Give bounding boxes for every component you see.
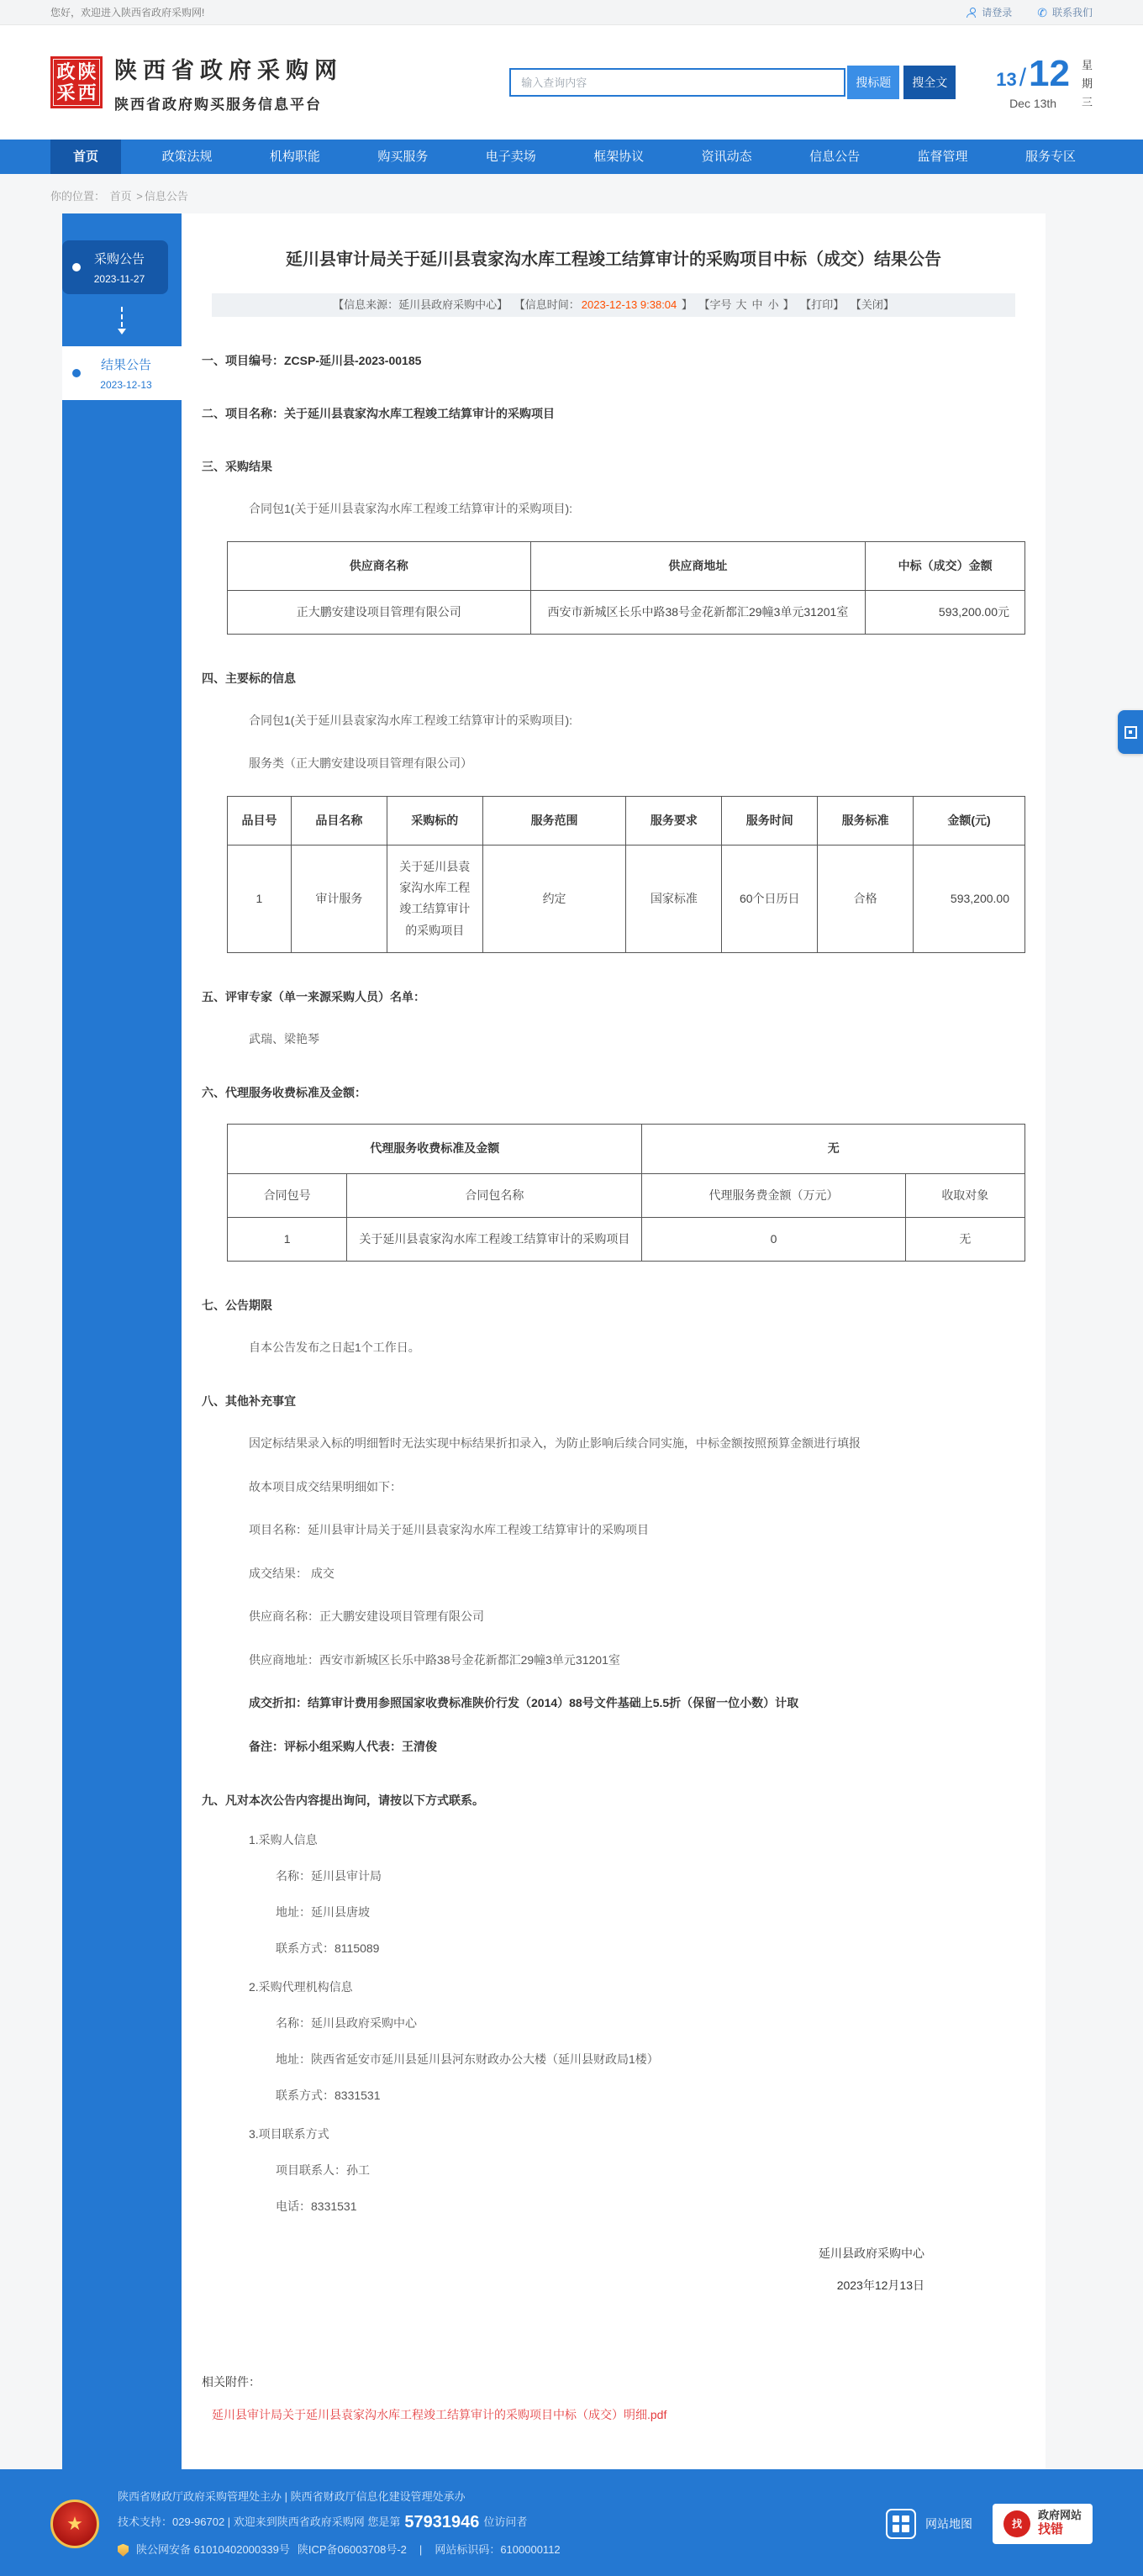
article-meta-bar (212, 293, 1015, 317)
agency-name: 名称：延川县政府采购中心 (276, 2016, 417, 2031)
sidebar-item-purchase-announcement[interactable] (62, 240, 168, 294)
logo-char: 政 (56, 61, 76, 82)
sidebar-item-label: 采购公告 (93, 252, 145, 266)
col-service-scope: 服务范围 (482, 796, 626, 845)
table-row (228, 845, 1025, 953)
search-bar (509, 66, 956, 99)
fontsize-medium-button[interactable]: 中 (751, 298, 763, 311)
col-fee-payer: 收取对象 (905, 1173, 1024, 1217)
col-service-requirement: 服务要求 (626, 796, 722, 845)
logo-char: 采 (56, 82, 76, 103)
breadcrumb-separator: > (136, 190, 143, 203)
sitemap-link[interactable] (886, 2509, 972, 2539)
article-title: 延川县审计局关于延川县袁家沟水库工程竣工结算审计的采购项目中标（成交）结果公告 (286, 250, 941, 269)
footer-organizer-line: 陕西省财政厅政府采购管理处主办 | 陕西省财政厅信息化建设管理处承办 (118, 2489, 466, 2503)
site-footer (0, 2469, 1143, 2576)
agency-phone: 联系方式：8331531 (276, 2089, 381, 2103)
section-5-body: 武瑞、梁艳琴 (249, 1031, 319, 1046)
section-8-line: 供应商地址：西安市新城区长乐中路38号金花新都汇29幢3单元31201室 (249, 1652, 620, 1667)
section-8-line: 成交结果： 成交 (249, 1566, 334, 1580)
signature-date: 2023年12月13日 (836, 2278, 924, 2293)
breadcrumb-prefix: 你的位置： (50, 190, 106, 203)
site-header (0, 25, 1143, 140)
site-code: 网站标识码：6100000112 (435, 2543, 561, 2557)
date-english: Dec 13th (1009, 96, 1057, 110)
info-source: 【信息来源：延川县政府采购中心】 (333, 298, 508, 311)
breadcrumb-current[interactable]: 信息公告 (144, 190, 188, 203)
weekday-char: 期 (1081, 76, 1093, 90)
search-title-button[interactable]: 搜标题 (847, 66, 899, 99)
attachment-section (202, 2373, 1025, 2423)
section-8-line: 项目名称：延川县审计局关于延川县袁家沟水库工程竣工结算审计的采购项目 (249, 1523, 649, 1537)
bullet-dot-icon (72, 369, 81, 377)
date-month: 12 (1029, 52, 1070, 94)
cell-fee-payer: 无 (905, 1217, 1024, 1261)
info-time-suffix: 】 (678, 298, 693, 311)
cell-item-name: 审计服务 (291, 845, 387, 953)
fontsize-prefix: 【字号 (698, 298, 732, 311)
gov-error-report-badge[interactable] (993, 2504, 1093, 2544)
section-7-heading: 七、公告期限 (202, 1298, 272, 1312)
section-6-heading: 六、代理服务收费标准及金额： (202, 1086, 366, 1100)
nav-item-policies[interactable]: 政策法规 (161, 150, 213, 164)
purchaser-address: 地址：延川县唐坡 (276, 1905, 370, 1920)
weekday-char: 星 (1081, 58, 1093, 71)
nav-item-functions[interactable]: 机构职能 (269, 150, 320, 164)
nav-item-home[interactable]: 首页 (50, 140, 121, 174)
col-package-no: 合同包号 (228, 1173, 347, 1217)
cell-supplier-address: 西安市新城区长乐中路38号金花新都汇29幢3单元31201室 (530, 590, 866, 634)
login-link[interactable] (967, 5, 1012, 19)
nav-item-service-zone[interactable]: 服务专区 (1024, 150, 1076, 164)
top-bar (0, 0, 1143, 25)
table-span-row (228, 1125, 1025, 1173)
table-header-row (228, 541, 1025, 590)
welcome-text: 您好，欢迎进入陕西省政府采购网! (50, 7, 205, 18)
footer-beian-line (118, 2542, 561, 2558)
login-label: 请登录 (982, 7, 1013, 18)
cell-service-scope: 约定 (482, 845, 626, 953)
agency-address: 地址：陕西省延安市延川县延川县河东财政办公大楼（延川县财政局1楼） (276, 2052, 659, 2067)
footer-separator: | (419, 2543, 423, 2557)
site-logo (50, 56, 103, 108)
sidebar-item-result-announcement[interactable] (62, 346, 182, 400)
col-amount: 金额(元) (914, 796, 1025, 845)
user-icon (967, 8, 977, 18)
date-day: 13 (996, 68, 1017, 90)
phone-icon: ✆ (1037, 5, 1047, 19)
project-contact-phone: 电话：8331531 (276, 2199, 357, 2214)
col-package-name: 合同包名称 (347, 1173, 642, 1217)
attachment-pdf-link[interactable]: 延川县审计局关于延川县袁家沟水库工程竣工结算审计的采购项目中标（成交）明细.pdf (212, 2407, 667, 2421)
bullet-dot-icon (72, 263, 81, 271)
cell-item-no: 1 (228, 845, 292, 953)
cell-fee-standard-value: 无 (642, 1125, 1025, 1173)
col-item-name: 品目名称 (291, 796, 387, 845)
nav-item-news[interactable]: 资讯动态 (701, 150, 752, 164)
breadcrumb (50, 174, 1093, 213)
purchaser-name: 名称：延川县审计局 (276, 1869, 382, 1883)
nav-item-announcements[interactable]: 信息公告 (809, 150, 861, 164)
section-4-intro2: 服务类（正大鹏安建设项目管理有限公司） (249, 756, 472, 771)
sitemap-grid-icon (886, 2509, 916, 2539)
section-8-line: 故本项目成交结果明细如下： (249, 1479, 402, 1493)
print-button[interactable]: 【打印】 (800, 298, 845, 311)
purchaser-phone: 联系方式：8115089 (276, 1941, 380, 1956)
section-7-body: 自本公告发布之日起1个工作日。 (249, 1340, 420, 1354)
fontsize-suffix: 】 (782, 298, 794, 311)
col-item-no: 品目号 (228, 796, 292, 845)
cell-fee-standard-label: 代理服务收费标准及金额 (228, 1125, 642, 1173)
table-row (228, 1217, 1025, 1261)
beian-icp[interactable]: 陕ICP备06003708号-2 (297, 2543, 407, 2557)
contact-us-link[interactable] (1037, 5, 1093, 19)
col-subject: 采购标的 (387, 796, 482, 845)
sidebar-item-date: 2023-11-27 (93, 273, 145, 285)
cell-service-standard: 合格 (818, 845, 914, 953)
cell-package-name: 关于延川县袁家沟水库工程竣工结算审计的采购项目 (347, 1217, 642, 1261)
qr-code-icon (1125, 726, 1137, 739)
col-award-amount: 中标（成交）金额 (866, 541, 1025, 590)
weekday-char: 三 (1081, 96, 1093, 109)
purchaser-info-title: 1.采购人信息 (249, 1833, 318, 1847)
sidebar-item-date: 2023-12-13 (100, 379, 152, 391)
section-8-heading: 八、其他补充事宜 (202, 1394, 296, 1409)
info-time-prefix: 【信息时间： (514, 298, 580, 311)
cell-agency-fee: 0 (642, 1217, 905, 1261)
col-service-time: 服务时间 (722, 796, 818, 845)
col-service-standard: 服务标准 (818, 796, 914, 845)
cell-amount: 593,200.00 (914, 845, 1025, 953)
cell-award-amount: 593,200.00元 (866, 590, 1025, 634)
signature-org: 延川县政府采购中心 (819, 2247, 924, 2261)
error-report-line1: 政府网站 (1037, 2509, 1082, 2522)
nav-item-supervision[interactable]: 监督管理 (917, 150, 968, 164)
table-row (228, 590, 1025, 634)
fontsize-large-button[interactable]: 大 (735, 298, 747, 311)
main-nav (0, 140, 1143, 174)
nav-item-purchase-services[interactable]: 购买服务 (377, 150, 429, 164)
public-security-shield-icon (118, 2544, 129, 2557)
cell-service-time: 60个日历日 (722, 845, 818, 953)
sidebar-item-label: 结果公告 (100, 358, 151, 372)
article-panel (182, 213, 1046, 2469)
col-supplier-address: 供应商地址 (530, 541, 866, 590)
beian-psb[interactable]: 陕公网安备 61010402000339号 (136, 2543, 290, 2557)
col-agency-fee: 代理服务费金额（万元） (642, 1173, 905, 1217)
section-3-heading: 三、采购结果 (202, 460, 272, 473)
announcement-sidebar (62, 213, 182, 2469)
arrow-down-icon (62, 294, 182, 346)
breadcrumb-home-link[interactable]: 首页 (109, 190, 132, 203)
date-slash: / (1019, 63, 1027, 92)
sitemap-label: 网站地图 (924, 2516, 972, 2531)
cell-package-no: 1 (228, 1217, 347, 1261)
subject-matter-table (227, 796, 1025, 953)
col-supplier-name: 供应商名称 (228, 541, 531, 590)
contact-label: 联系我们 (1051, 7, 1093, 18)
content-zone (0, 174, 1143, 2469)
logo-char: 陕 (77, 61, 97, 82)
fontsize-small-button[interactable]: 小 (767, 298, 779, 311)
nav-item-framework-agreements[interactable]: 框架协议 (593, 150, 645, 164)
info-time-value: 2023-12-13 9:38:04 (581, 298, 677, 311)
nav-item-e-marketplace[interactable]: 电子卖场 (485, 150, 536, 164)
cell-subject: 关于延川县袁家沟水库工程竣工结算审计的采购项目 (387, 845, 482, 953)
footer-emblem-icon: ★ (50, 2500, 99, 2548)
agency-info-title: 2.采购代理机构信息 (249, 1980, 353, 1994)
search-fulltext-button[interactable]: 搜全文 (903, 66, 956, 99)
section-4-heading: 四、主要标的信息 (202, 671, 296, 685)
close-button[interactable]: 【关闭】 (850, 298, 894, 311)
signature-block (202, 2238, 1025, 2302)
table-header-row (228, 796, 1025, 845)
date-widget (996, 53, 1093, 112)
section-4-intro1: 合同包1(关于延川县袁家沟水库工程竣工结算审计的采购项目): (249, 713, 572, 727)
cell-service-requirement: 国家标准 (626, 845, 722, 953)
site-title: 陕西省政府采购网 (114, 57, 343, 83)
project-contact-name: 项目联系人：孙工 (276, 2163, 370, 2178)
section-8-line: 因定标结果录入标的明细暂时无法实现中标结果折扣录入，为防止影响后续合同实施，中标金额按照预算金额进行填报 (249, 1436, 861, 1451)
logo-char: 西 (77, 82, 97, 103)
section-8-line: 供应商名称：正大鹏安建设项目管理有限公司 (249, 1609, 484, 1624)
search-input[interactable] (509, 68, 845, 97)
cell-supplier-name: 正大鹏安建设项目管理有限公司 (228, 590, 531, 634)
footer-support-prefix: 技术支持：029-96702 | 欢迎来到陕西省政府采购网 您是第 (118, 2515, 401, 2529)
attachment-label: 相关附件： (202, 2374, 261, 2389)
error-report-logo-icon: 找 (1003, 2510, 1030, 2537)
section-8-remark-line: 备注：评标小组采购人代表：王清俊 (249, 1739, 437, 1753)
footer-support-line (118, 2510, 561, 2534)
section-9-heading: 九、凡对本次公告内容提出询问，请按以下方式联系。 (202, 1794, 484, 1808)
visitor-count: 57931946 (404, 2513, 480, 2532)
procurement-result-table (227, 541, 1025, 635)
section-3-intro: 合同包1(关于延川县袁家沟水库工程竣工结算审计的采购项目): (249, 502, 572, 515)
footer-support-suffix: 位访问者 (483, 2515, 528, 2529)
agency-fee-table (227, 1124, 1025, 1262)
project-contact-title: 3.项目联系方式 (249, 2127, 329, 2141)
side-float-qr-button[interactable] (1118, 710, 1143, 754)
weekday-label (1082, 56, 1093, 112)
site-subtitle: 陕西省政府购买服务信息平台 (114, 96, 322, 113)
section-8-discount-line: 成交折扣：结算审计费用参照国家收费标准陕价行发（2014）88号文件基础上5.5折（保留一位小数）计取 (249, 1696, 799, 1710)
section-1-heading: 一、项目编号：ZCSP-延川县-2023-00185 (202, 354, 422, 367)
table-header-row (228, 1173, 1025, 1217)
error-report-line2: 找错 (1037, 2522, 1063, 2537)
section-2-heading: 二、项目名称：关于延川县袁家沟水库工程竣工结算审计的采购项目 (202, 407, 555, 420)
section-5-heading: 五、评审专家（单一来源采购人员）名单： (202, 989, 425, 1004)
